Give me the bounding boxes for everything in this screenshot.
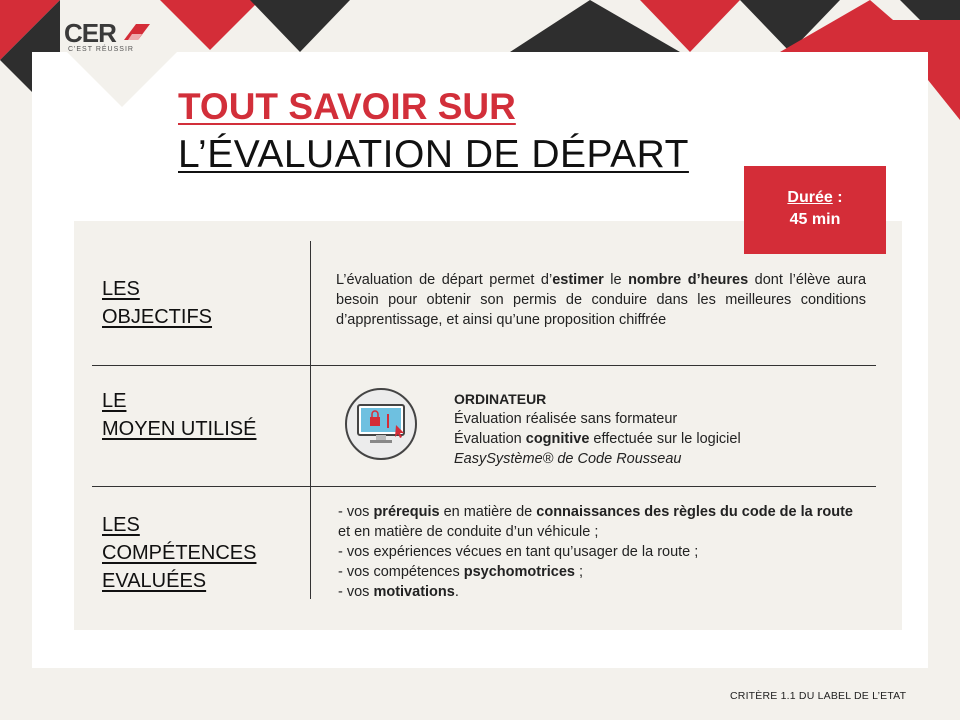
row-divider <box>92 486 876 487</box>
row-divider <box>92 365 876 366</box>
title-line-2: L’ÉVALUATION DE DÉPART <box>178 133 689 176</box>
logo <box>64 18 164 58</box>
list-item: - vos prérequis en matière de connaissances des règles du code de la route et en matière de conduite d’un véhicule ; <box>338 504 853 540</box>
list-item: - vos motivations. <box>338 584 459 600</box>
logo-tagline: C'EST RÉUSSIR <box>68 46 134 53</box>
list-item: - vos compétences psychomotrices ; <box>338 564 584 580</box>
computer-lock-icon <box>344 387 418 461</box>
label-moyen: LE MOYEN UTILISÉ <box>102 390 257 440</box>
objectifs-text: L’évaluation de départ permet d’estimer le nombre d’heures dont l’élève aura besoin pour obtenir son permis de conduire dans les meilleures conditions d’apprentissage, et ainsi qu’une proposition chiffrée <box>336 272 867 328</box>
title-line-1: TOUT SAVOIR SUR <box>178 86 516 127</box>
label-competences: LES COMPÉTENCES EVALUÉES <box>102 514 257 592</box>
duration-label: Durée <box>787 189 833 206</box>
footer-criterion: CRITÈRE 1.1 DU LABEL DE L’ETAT <box>730 690 907 702</box>
list-item: - vos expériences vécues en tant qu’usager de la route ; <box>338 544 699 560</box>
duration-badge: Durée : 45 min <box>744 166 886 254</box>
flag-icon <box>122 22 152 42</box>
competences-list <box>338 502 868 602</box>
content-panel <box>74 221 902 630</box>
column-divider <box>310 241 311 599</box>
logo-name: CER <box>64 18 116 48</box>
duration-value: 45 min <box>789 211 841 228</box>
label-objectifs: LES OBJECTIFS <box>102 278 213 328</box>
moyen-text: ORDINATEUR Évaluation réalisée sans formateur Évaluation cognitive effectuée sur le logiciel EasySystème® de Code Rousseau <box>454 391 741 467</box>
